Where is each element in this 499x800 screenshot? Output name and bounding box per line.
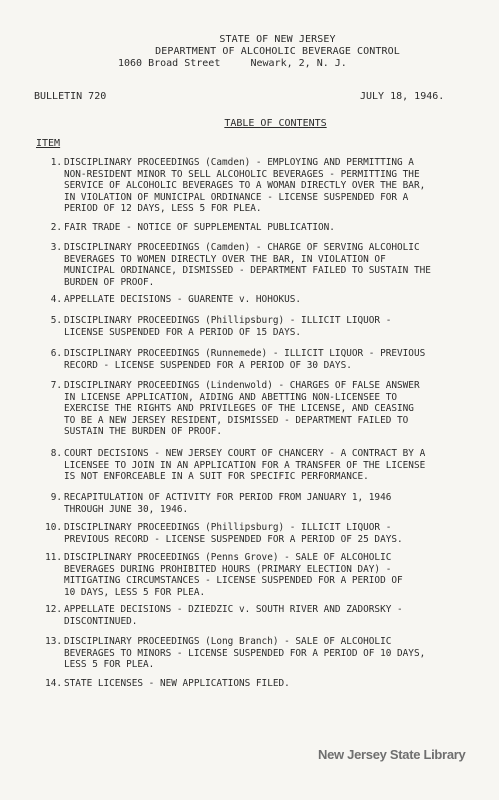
toc-entry-text: [64, 157, 484, 215]
toc-title-row: [0, 118, 499, 129]
toc-entry-line: DISCIPLINARY PROCEEDINGS (Penns Grove) - SALE OF ALCOHOLIC: [64, 552, 392, 563]
toc-entry-text: [64, 522, 484, 545]
toc-entry-line: BEVERAGES DURING PROHIBITED HOURS (PRIMARY ELECTION DAY) -: [64, 563, 392, 575]
toc-entry-line: BEVERAGES TO WOMEN DIRECTLY OVER THE BAR, IN VIOLATION OF: [64, 253, 386, 265]
toc-entry-line: SUSTAIN THE BURDEN OF PROOF.: [64, 426, 223, 438]
toc-entry-line: COURT DECISIONS - NEW JERSEY COURT OF CHANCERY - A CONTRACT BY A: [64, 448, 426, 459]
toc-entry-line: RECAPITULATION OF ACTIVITY FOR PERIOD FROM JANUARY 1, 1946: [64, 492, 392, 503]
toc-entry-line: MUNICIPAL ORDINANCE, DISMISSED - DEPARTMENT FAILED TO SUSTAIN THE: [64, 265, 431, 277]
toc-entry-number: 5.: [50, 315, 62, 326]
toc-entry-number: 4.: [50, 294, 62, 305]
toc-entry-line: DISCONTINUED.: [64, 615, 138, 627]
toc-entry-line: APPELLATE DECISIONS - GUARENTE v. HOHOKUS.: [64, 294, 302, 305]
toc-entry-line: SERVICE OF ALCOHOLIC BEVERAGES TO A WOMAN DIRECTLY OVER THE BAR,: [64, 180, 426, 192]
toc-entry-line: PERIOD OF 12 DAYS, LESS 5 FOR PLEA.: [64, 203, 262, 215]
toc-entry-number: 12.: [45, 604, 62, 615]
toc-entry-text: [64, 294, 484, 306]
toc-entry-text: [64, 242, 484, 288]
toc-entry-text: [64, 315, 484, 338]
toc-entry-number: 11.: [45, 552, 62, 563]
toc-entry-text: [64, 604, 484, 627]
toc-entry-line: BEVERAGES TO MINORS - LICENSE SUSPENDED FOR A PERIOD OF 10 DAYS,: [64, 647, 426, 659]
toc-entry-line: FAIR TRADE - NOTICE OF SUPPLEMENTAL PUBLICATION.: [64, 222, 335, 233]
toc-entry-line: IS NOT ENFORCEABLE IN A SUIT FOR SPECIFIC PERFORMANCE.: [64, 471, 369, 483]
toc-entry-line: BURDEN OF PROOF.: [64, 276, 155, 288]
toc-entry-text: [64, 678, 484, 690]
toc-entry-number: 6.: [50, 348, 62, 359]
toc-entry-text: [64, 636, 484, 671]
toc-entry-line: DISCIPLINARY PROCEEDINGS (Camden) - CHARGE OF SERVING ALCOHOLIC: [64, 242, 420, 253]
toc-entry-line: THROUGH JUNE 30, 1946.: [64, 503, 189, 515]
toc-entry-text: [64, 552, 484, 598]
header-department: DEPARTMENT OF ALCOHOLIC BEVERAGE CONTROL: [155, 46, 400, 57]
library-watermark: New Jersey State Library: [318, 747, 466, 762]
bulletin-number: BULLETIN 720: [34, 91, 107, 102]
toc-entry-line: DISCIPLINARY PROCEEDINGS (Phillipsburg) - ILLICIT LIQUOR -: [64, 522, 392, 533]
header-address: 1060 Broad Street: [118, 58, 221, 69]
toc-entry-line: DISCIPLINARY PROCEEDINGS (Long Branch) - SALE OF ALCOHOLIC: [64, 636, 392, 647]
toc-entry-line: MITIGATING CIRCUMSTANCES - LICENSE SUSPENDED FOR A PERIOD OF: [64, 575, 403, 587]
toc-entry-text: [64, 222, 484, 234]
toc-entry-number: 9.: [50, 492, 62, 503]
toc-entry-number: 13.: [45, 636, 62, 647]
toc-entry-text: [64, 448, 484, 483]
toc-entry-line: DISCIPLINARY PROCEEDINGS (Phillipsburg) - ILLICIT LIQUOR -: [64, 315, 392, 326]
header-city: Newark, 2, N. J.: [250, 58, 347, 69]
toc-entry-number: 2.: [50, 222, 62, 233]
toc-entry-line: TO BE A NEW JERSEY RESIDENT, DISMISSED - DEPARTMENT FAILED TO: [64, 414, 409, 426]
toc-entry-line: LICENSE SUSPENDED FOR A PERIOD OF 15 DAYS.: [64, 326, 302, 338]
header-address-line: [118, 58, 347, 69]
toc-entry-text: [64, 348, 484, 371]
toc-entry-text: [64, 492, 484, 515]
toc-entry-line: STATE LICENSES - NEW APPLICATIONS FILED.: [64, 678, 290, 689]
toc-entry-line: LICENSEE TO JOIN IN AN APPLICATION FOR A TRANSFER OF THE LICENSE: [64, 459, 426, 471]
toc-entry-line: LESS 5 FOR PLEA.: [64, 659, 155, 671]
toc-entry-line: RECORD - LICENSE SUSPENDED FOR A PERIOD OF 30 DAYS.: [64, 359, 352, 371]
toc-entry-number: 3.: [50, 242, 62, 253]
header-state: STATE OF NEW JERSEY: [219, 34, 336, 45]
toc-entry-line: EXERCISE THE RIGHTS AND PRIVILEGES OF THE LICENSE, AND CEASING: [64, 403, 414, 415]
toc-entry-number: 1.: [50, 157, 62, 168]
toc-entry-line: 10 DAYS, LESS 5 FOR PLEA.: [64, 586, 206, 598]
toc-entry-number: 8.: [50, 448, 62, 459]
toc-entry-line: IN VIOLATION OF MUNICIPAL ORDINANCE - LICENSE SUSPENDED FOR A: [64, 191, 409, 203]
toc-entry-number: 14.: [45, 678, 62, 689]
item-heading: ITEM: [36, 138, 61, 149]
toc-entry-line: APPELLATE DECISIONS - DZIEDZIC v. SOUTH RIVER AND ZADORSKY -: [64, 604, 403, 615]
toc-entry-line: PREVIOUS RECORD - LICENSE SUSPENDED FOR A PERIOD OF 25 DAYS.: [64, 533, 403, 545]
toc-entry-number: 10.: [45, 522, 62, 533]
toc-title: TABLE OF CONTENTS: [224, 118, 327, 129]
toc-entry-line: NON-RESIDENT MINOR TO SELL ALCOHOLIC BEVERAGES - PERMITTING THE: [64, 168, 420, 180]
toc-entry-line: DISCIPLINARY PROCEEDINGS (Camden) - EMPLOYING AND PERMITTING A: [64, 157, 414, 168]
toc-entry-text: [64, 380, 484, 438]
toc-entry-line: DISCIPLINARY PROCEEDINGS (Lindenwold) - CHARGES OF FALSE ANSWER: [64, 380, 420, 391]
bulletin-date: JULY 18, 1946.: [360, 91, 445, 102]
toc-entry-line: IN LICENSE APPLICATION, AIDING AND ABETTING NON-LICENSEE TO: [64, 391, 398, 403]
toc-entry-line: DISCIPLINARY PROCEEDINGS (Runnemede) - ILLICIT LIQUOR - PREVIOUS: [64, 348, 426, 359]
toc-entry-number: 7.: [50, 380, 62, 391]
